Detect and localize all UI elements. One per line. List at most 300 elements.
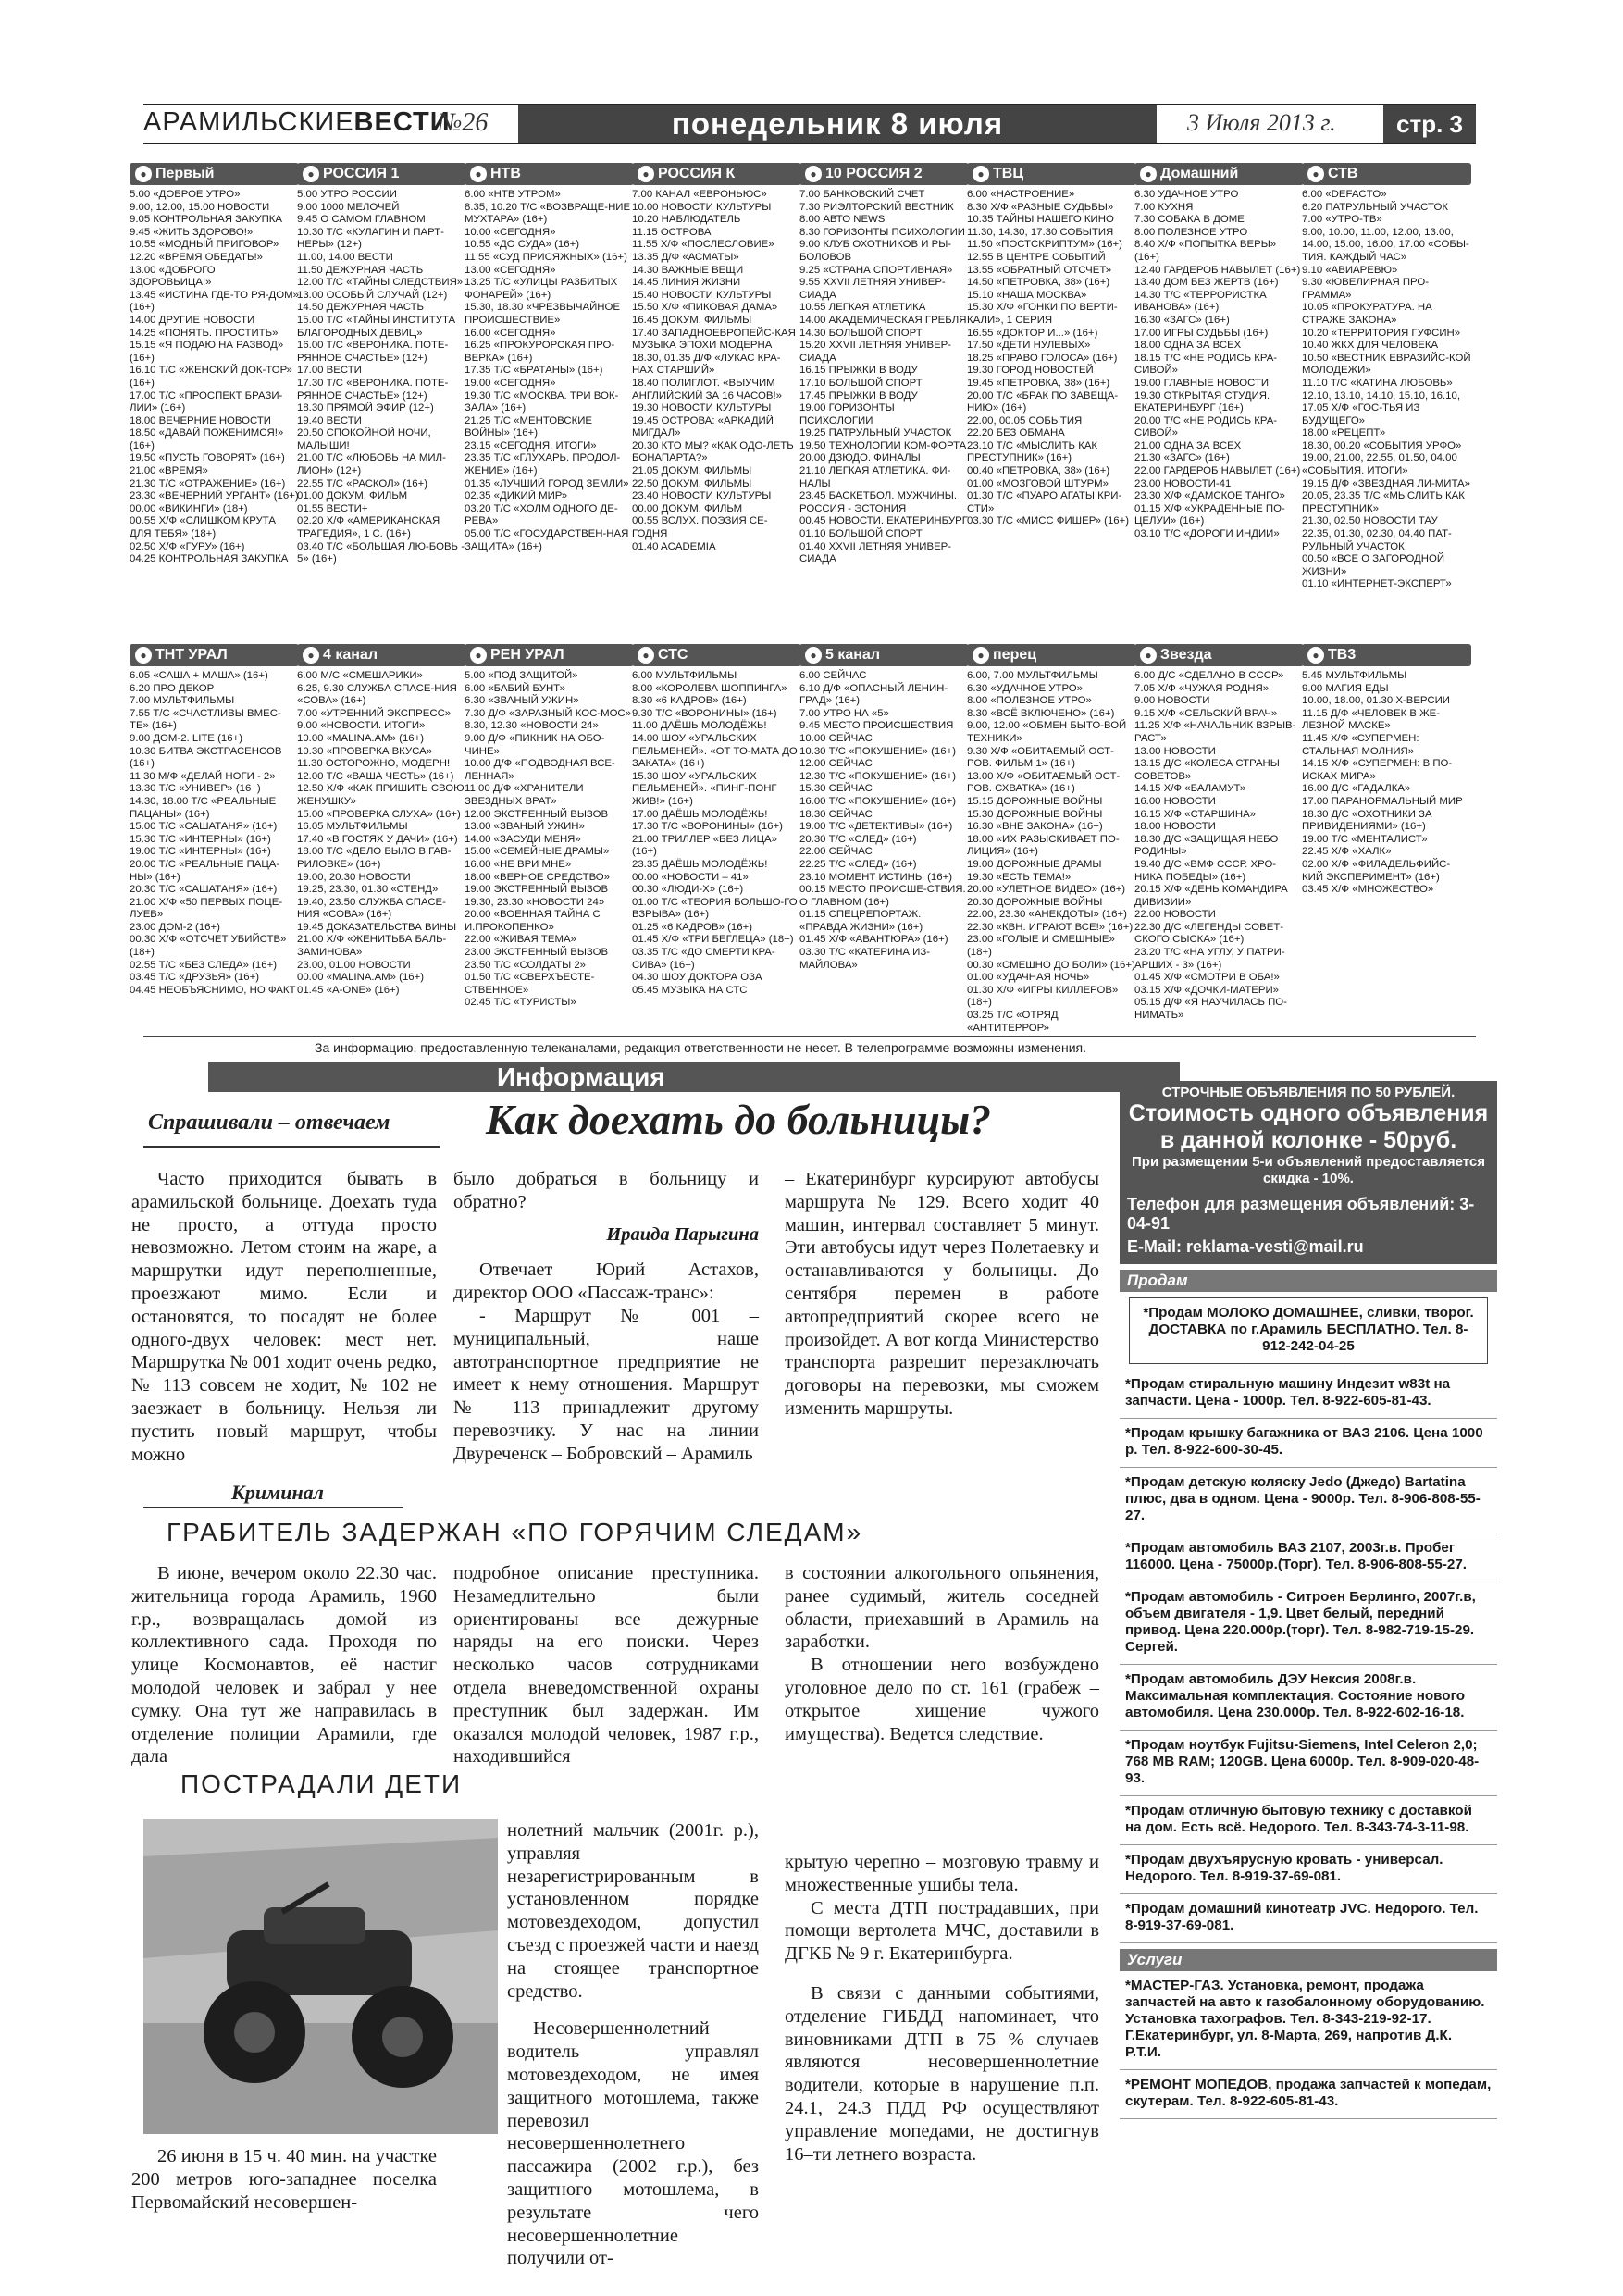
program-entry: 19.00 Т/С «ДЕТЕКТИВЫ» (16+)	[799, 821, 953, 833]
channel-logo-icon: ●	[638, 166, 654, 182]
program-entry: 18.30, 01.35 Д/Ф «ЛУКАС КРА-НАХ СТАРШИЙ»	[632, 352, 781, 377]
program-entry: 7.55 Т/С «СЧАСТЛИВЫ ВМЕС-ТЕ» (16+)	[130, 707, 281, 732]
program-entry: 12.55 В ЦЕНТРЕ СОБЫТИЙ	[967, 251, 1106, 263]
program-entry: 8.40 Х/Ф «ПОПЫТКА ВЕРЫ» (16+)	[1134, 239, 1277, 263]
program-entry: 15.30 Х/Ф «ГОНКИ ПО ВЕРТИ-КАЛИ», 1 СЕРИЯ	[967, 302, 1118, 326]
program-entry: 14.45 ЛИНИЯ ЖИЗНИ	[632, 277, 741, 289]
program-entry: 11.10 Т/С «КАТИНА ЛЮБОВЬ»	[1302, 377, 1453, 389]
program-entry: 23.40 НОВОСТИ КУЛЬТУРЫ	[632, 490, 772, 503]
program-entry: 7.00 «УТРЕННИЙ ЭКСПРЕСС»	[297, 707, 452, 719]
channel-logo-icon: ●	[135, 166, 152, 182]
program-entry: 18.00 НОВОСТИ	[1134, 821, 1216, 833]
program-entry: 17.50 «ДЕТИ НУЛЕВЫХ»	[967, 340, 1091, 352]
program-entry: 22.30 «КВН. ИГРАЮТ ВСЕ!» (16+)	[967, 921, 1134, 933]
program-entry: 22.00 «ЖИВАЯ ТЕМА»	[465, 934, 576, 946]
article-paragraph: Отвечает Юрий Астахов, директор ООО «Пассаж-транс»:	[453, 1260, 759, 1304]
ad-item: *Продам автомобиль - Ситроен Берлинго, 2007г.в, объем двигателя - 1,9. Цвет белый, передний привод. Цена 220.000р.(торг). Тел. 8-982-719-15-29. Сергей.	[1120, 1582, 1497, 1665]
program-entry: 19.25 ПАТРУЛЬНЫЙ УЧАСТОК	[799, 428, 952, 440]
channel-logo	[632, 163, 801, 185]
program-entry: 21.00 ОДНА ЗА ВСЕХ	[1134, 440, 1242, 452]
classifieds-column	[1120, 1081, 1497, 2238]
program-entry: 05.45 МУЗЫКА НА СТС	[632, 984, 748, 996]
tv-channel-column	[799, 644, 969, 1033]
program-entry: 23.00 ДОМ-2 (16+)	[130, 921, 220, 933]
program-entry: 22.00 ГАРДЕРОБ НАВЫЛЕТ (16+)	[1134, 465, 1301, 478]
program-entry: 02.20 Х/Ф «АМЕРИКАНСКАЯ ТРАГЕДИЯ», 1 С. (16+)	[297, 515, 440, 540]
channel-logo-icon: ●	[805, 166, 822, 182]
program-entry: 10.20 НАБЛЮДАТЕЛЬ	[632, 214, 741, 226]
tv-channel-column	[1134, 644, 1304, 1033]
program-entry: 02.00 Х/Ф «ФИЛАДЕЛЬФИЙС-КИЙ ЭКСПЕРИМЕНТ» (16+)	[1302, 858, 1451, 883]
tv-channel-column	[967, 644, 1136, 1033]
program-entry: 17.00 ВЕСТИ	[297, 365, 362, 377]
program-entry: 01.45 Х/Ф «СМОТРИ В ОБА!»	[1134, 972, 1280, 984]
program-entry: 8.00 «ПОЛЕЗНОЕ УТРО»	[967, 695, 1092, 707]
program-entry: 6.00 Д/С «СДЕЛАНО В СССР»	[1134, 670, 1284, 681]
program-entry: 10.30 Т/С «КУЛАГИН И ПАРТ-НЕРЫ» (12+)	[297, 226, 444, 251]
program-entry: 00.40 «ПЕТРОВКА, 38» (16+)	[967, 465, 1110, 478]
program-entry: 15.50 Х/Ф «ПИКОВАЯ ДАМА»	[632, 302, 778, 314]
program-entry: 9.30 Х/Ф «ОБИТАЕМЫЙ ОСТ-РОВ. ФИЛЬМ 1» (16+)	[967, 745, 1114, 770]
program-entry: 9.00 1000 МЕЛОЧЕЙ	[297, 201, 400, 213]
program-entry: 23.00 «ГОЛЫЕ И СМЕШНЫЕ» (18+)	[967, 934, 1115, 959]
program-entry: 14.30 ВАЖНЫЕ ВЕЩИ	[632, 264, 744, 276]
program-entry: 17.40 ЗАПАДНОЕВРОПЕЙС-КАЯ МУЗЫКА ЭПОХИ МОДЕРНА	[632, 327, 796, 352]
channel-logo	[632, 644, 801, 666]
channel-logo-icon: ●	[638, 647, 654, 664]
program-entry: 23.30 Х/Ф «ДАМСКОЕ ТАНГО»	[1134, 490, 1285, 503]
program-entry: 11.30, 14.30, 17.30 СОБЫТИЯ	[967, 226, 1114, 238]
title-robber: ГРАБИТЕЛЬ ЗАДЕРЖАН «ПО ГОРЯЧИМ СЛЕДАМ»	[167, 1518, 863, 1546]
masthead-part-b: ВЕСТИ	[353, 107, 451, 137]
program-entry: 18.15 Т/С «НЕ РОДИСЬ КРА-СИВОЙ»	[1134, 352, 1278, 377]
program-entry: 01.10 БОЛЬШОЙ СПОРТ	[799, 528, 923, 540]
program-entry: 16.15 ПРЫЖКИ В ВОДУ	[799, 365, 918, 377]
program-entry: 19.30 ГОРОД НОВОСТЕЙ	[967, 365, 1094, 377]
article-paragraph: подробное описание преступника. Незамедлительно были ориентированы все дежурные наряды на его поиски. Через несколько часов сотрудниками отдела вневедомственной охраны преступник был задержан. Им оказался молодой человек, 1987 г.р., находившийся	[453, 1563, 759, 1768]
program-entry: 20.50 СПОКОЙНОЙ НОЧИ, МАЛЫШИ!	[297, 428, 431, 452]
program-entry: 8.00 «КОРОЛЕВА ШОППИНГА»	[632, 682, 787, 694]
tv-divider	[143, 1036, 1476, 1037]
program-entry: 17.40 «В ГОСТЯХ У ДАЧИ» (16+)	[297, 833, 458, 845]
article-paragraph: - Маршрут № 001 – муниципальный, наше автотранспортное предприятие не имеет к нему отношения. Маршрут № 113 принадлежит другому перевозчику. У нас на линии Двуреченск – Бобровский – Арамиль	[453, 1305, 759, 1464]
program-entry: 22.25 Т/С «СЛЕД» (16+)	[799, 858, 917, 870]
tv-channel-column	[1302, 163, 1471, 648]
tv-channel-column	[632, 644, 801, 1033]
program-entry: 7.00 БАНКОВСКИЙ СЧЕТ	[799, 189, 925, 200]
program-entry: 23.10 Т/С «МЫСЛИТЬ КАК ПРЕСТУПНИК» (16+)	[967, 440, 1098, 465]
program-entry: 10.00 «MALINA.AM» (16+)	[297, 732, 425, 744]
program-entry: 04.45 НЕОБЪЯСНИМО, НО ФАКТ	[130, 984, 296, 996]
program-entry: 8.30 «ВСЁ ВКЛЮЧЕНО» (16+)	[967, 707, 1115, 719]
program-entry: 23.35 Т/С «ГЛУХАРЬ. ПРОДОЛ-ЖЕНИЕ» (16+)	[465, 453, 621, 478]
program-entry: 20.30 Т/С «САШАТАНЯ» (16+)	[130, 884, 278, 896]
program-list	[1302, 670, 1471, 897]
program-entry: 18.00 «ИХ РАЗЫСКИВАЕТ ПО-ЛИЦИЯ» (16+)	[967, 833, 1120, 858]
program-entry: 9.00 Д/Ф «ПИКНИК НА ОБО-ЧИНЕ»	[465, 732, 605, 757]
program-entry: 16.00 НОВОСТИ	[1134, 795, 1216, 807]
program-entry: 05.15 Д/Ф «Я НАУЧИЛАСЬ ПО-НИМАТЬ»	[1134, 997, 1287, 1022]
program-entry: 22.45 Х/Ф «ХАЛК»	[1302, 846, 1392, 858]
program-entry: 00.15 МЕСТО ПРОИСШЕ-СТВИЯ. О ГЛАВНОМ (16+)	[799, 884, 966, 908]
program-entry: 22.00 СЕЙЧАС	[799, 846, 873, 858]
channel-name: РОССИЯ К	[658, 166, 736, 181]
program-entry: 22.50 ДОКУМ. ФИЛЬМЫ	[632, 478, 752, 490]
program-entry: 04.25 КОНТРОЛЬНАЯ ЗАКУПКА	[130, 553, 289, 565]
program-entry: 14.30, 18.00 Т/С «РЕАЛЬНЫЕ ПАЦАНЫ» (16+)	[130, 795, 277, 820]
program-entry: 8.00 АВТО NEWS	[799, 214, 886, 226]
photo-atv	[143, 1819, 498, 2134]
program-entry: 6.30 «ЗВАНЫЙ УЖИН»	[465, 695, 579, 707]
ad-item: *Продам домашний кинотеатр JVC. Недорого. Тел. 8-919-37-69-081.	[1120, 1894, 1497, 1943]
program-entry: 13.35 Д/Ф «АСМАТЫ»	[632, 251, 739, 263]
program-entry: 13.00 ОСОБЫЙ СЛУЧАЙ (12+)	[297, 289, 448, 301]
program-entry: 7.00 КУХНЯ	[1134, 201, 1194, 213]
program-entry: 22.00, 00.05 СОБЫТИЯ	[967, 415, 1083, 427]
program-entry: 15.30 Т/С «ИНТЕРНЫ» (16+)	[130, 833, 271, 845]
channel-name: Домашний	[1160, 166, 1239, 181]
program-entry: 16.00 Д/С «ГАДАЛКА»	[1302, 783, 1411, 795]
program-entry: 01.40 ХХVII ЛЕТНЯЯ УНИВЕР-СИАДА	[799, 540, 952, 565]
channel-name: ТНТ УРАЛ	[155, 647, 228, 663]
program-entry: 15.20 ХХVII ЛЕТНЯЯ УНИВЕР-СИАДА	[799, 340, 952, 364]
ad-service: *РЕМОНТ МОПЕДОВ, продажа запчастей к мопедам, скутерам. Тел. 8-922-605-81-43.	[1120, 2070, 1497, 2119]
program-entry: 13.45 «ИСТИНА ГДЕ-ТО РЯ-ДОМ» (16+)	[130, 289, 299, 314]
program-entry: 22.30 Д/С «ЛЕГЕНДЫ СОВЕТ-СКОГО СЫСКА» (16+)	[1134, 921, 1284, 946]
program-entry: 16.25 «ПРОКУРОРСКАЯ ПРО-ВЕРКА» (16+)	[465, 340, 615, 364]
tv-channel-column	[967, 163, 1136, 648]
program-entry: 23.50 Т/С «СОЛДАТЫ 2»	[465, 959, 586, 971]
ad-item: *Продам автомобиль ДЭУ Нексия 2008г.в. Максимальная комплектация. Состояние нового автомобиля. Цена 230.000р. Тел. 8-922-602-16-18.	[1120, 1665, 1497, 1731]
program-entry: 6.00, 7.00 МУЛЬТФИЛЬМЫ	[967, 670, 1098, 681]
channel-name: РЕН УРАЛ	[490, 647, 564, 663]
program-entry: 01.35 «ЛУЧШИЙ ГОРОД ЗЕМЛИ»	[465, 478, 629, 490]
program-entry: 15.00 «ПРОВЕРКА СЛУХА» (16+)	[297, 808, 461, 820]
article-col-2	[453, 1168, 759, 1466]
article-paragraph: крытую черепно – мозговую травму и множественные ушибы тела.	[785, 1852, 1099, 1895]
program-entry: 16.10 Т/С «ЖЕНСКИЙ ДОК-ТОР» (16+)	[130, 365, 292, 389]
program-entry: 03.30 Т/С «КАТЕРИНА ИЗ-МАЙЛОВА»	[799, 947, 931, 971]
program-entry: 01.40 ACADEMIA	[632, 540, 716, 552]
channel-logo-icon: ●	[973, 166, 989, 182]
program-entry: 15.00 Т/С «САШАТАНЯ» (16+)	[130, 821, 278, 833]
day-banner: понедельник 8 июля	[518, 105, 1157, 143]
program-entry: 10.35 ТАЙНЫ НАШЕГО КИНО	[967, 214, 1114, 226]
program-entry: 01.45 Х/Ф «ТРИ БЕГЛЕЦА» (18+)	[632, 934, 794, 946]
program-entry: 15.00 Т/С «ТАЙНЫ ИНСТИТУТА БЛАГОРОДНЫХ ДЕВИЦ»	[297, 314, 456, 339]
masthead-part-a: АРАМИЛЬСКИЕ	[143, 107, 354, 137]
atv-photo-illustration	[143, 1819, 498, 2134]
ads-category-services: Услуги	[1120, 1949, 1497, 1971]
program-entry: 20.00 ДЗЮДО. ФИНАЛЫ	[799, 453, 921, 465]
program-entry: 6.10 Д/Ф «ОПАСНЫЙ ЛЕНИН-ГРАД» (16+)	[799, 682, 948, 707]
program-entry: 8.00 ПОЛЕЗНОЕ УТРО	[1134, 226, 1248, 238]
program-entry: 03.45 Х/Ф «МНОЖЕСТВО»	[1302, 884, 1434, 896]
program-entry: 14.50 ДЕЖУРНАЯ ЧАСТЬ	[297, 302, 425, 314]
program-entry: 10.00 СЕЙЧАС	[799, 732, 873, 744]
program-entry: 7.00 «УТРО-ТВ»	[1302, 214, 1382, 226]
program-list	[632, 670, 801, 997]
program-entry: 18.00 «РЕЦЕПТ»	[1302, 428, 1386, 440]
page-header	[143, 104, 1476, 144]
ads-email: E-Mail: reklama-vesti@mail.ru	[1127, 1237, 1364, 1256]
program-entry: 8.35, 10.20 Т/С «ВОЗВРАЩЕ-НИЕ МУХТАРА» (16+)	[465, 201, 631, 226]
program-entry: 18.25 «ПРАВО ГОЛОСА» (16+)	[967, 352, 1118, 364]
tv-channel-column	[632, 163, 801, 648]
program-entry: 20.00 Т/С «БРАК ПО ЗАВЕЩА-НИЮ» (16+)	[967, 390, 1119, 415]
program-entry: 9.00, 12.00 «ОБМЕН БЫТО-ВОЙ ТЕХНИКИ»	[967, 720, 1127, 744]
article-paragraph: нолетний мальчик (2001г. р.), управляя незарегистрированным в установленном порядке мотовездеходом, допустил съезд с проезжей части и наезд на стоящее транспортное средство.	[507, 1820, 759, 2002]
program-entry: 18.30 Д/С «ОХОТНИКИ ЗА ПРИВИДЕНИЯМИ» (16+)	[1302, 808, 1432, 833]
program-entry: 01.00 Т/С «ТЕОРИЯ БОЛЬШО-ГО ВЗРЫВА» (16+)	[632, 896, 798, 921]
program-entry: 16.55 «ДОКТОР И...» (16+)	[967, 327, 1098, 339]
program-entry: 7.30 РИЭЛТОРСКИЙ ВЕСТНИК	[799, 201, 954, 213]
program-entry: 16.00 «СЕГОДНЯ»	[465, 327, 556, 339]
ad-item: *Продам двухъярусную кровать - универсал. Недорого. Тел. 8-919-37-69-081.	[1120, 1845, 1497, 1894]
program-entry: 13.00 «ДОБРОГО ЗДОРОВЬИЦА!»	[130, 264, 216, 289]
program-entry: 00.55 ВСЛУХ. ПОЭЗИЯ СЕ-ГОДНЯ	[632, 515, 768, 540]
article-paragraph: Часто приходится бывать в арамильской больнице. Доехать туда не просто, а оттуда просто невозможно. Летом стоим на жаре, а маршрутки идут переполненные, проезжают мимо. Если и остановятся, то посадят не более одного-двух человек: мест нет. Маршрутка № 001 ходит очень редко, № 113 совсем не ходит, № 102 не заезжает в больницу. Нельзя ли пустить новый маршрут, чтобы можно	[131, 1169, 437, 1465]
ad-item: *Продам детскую коляску Jedo (Джедо) Bartatina плюс, два в одном. Цена - 9000р. Тел. 8-906-808-55-27.	[1120, 1468, 1497, 1533]
program-entry: 18.30, 00.20 «СОБЫТИЯ УРФО»	[1302, 440, 1462, 452]
program-entry: 15.00 «СЕМЕЙНЫЕ ДРАМЫ»	[465, 846, 610, 858]
program-entry: 03.35 Т/С «ДО СМЕРТИ КРА-СИВА» (16+)	[632, 947, 775, 971]
program-entry: 03.10 Т/С «ДОРОГИ ИНДИИ»	[1134, 528, 1280, 540]
program-entry: 19.00 ДОРОЖНЫЕ ДРАМЫ	[967, 858, 1102, 870]
program-list	[465, 189, 634, 553]
program-list	[799, 189, 969, 566]
ad-item: *Продам автомобиль ВАЗ 2107, 2003г.в. Пробег 116000. Цена - 75000р.(Торг). Тел. 8-906-808-55-27.	[1120, 1533, 1497, 1582]
program-entry: 18.30 СЕЙЧАС	[799, 808, 873, 820]
program-entry: 10.00 НОВОСТИ КУЛЬТУРЫ	[632, 201, 772, 213]
program-entry: 14.30 Т/С «ТЕРРОРИСТКА ИВАНОВА» (16+)	[1134, 289, 1267, 314]
section-bar-information	[208, 1062, 1180, 1092]
program-entry: 02.50 Х/Ф «ГУРУ» (16+)	[130, 540, 245, 552]
program-entry: 13.15 Д/С «КОЛЕСА СТРАНЫ СОВЕТОВ»	[1134, 758, 1280, 782]
ad-milk: *Продам МОЛОКО ДОМАШНЕЕ, сливки, творог. ДОСТАВКА по г.Арамиль БЕСПЛАТНО. Тел. 8-912-242-04-25	[1129, 1297, 1488, 1364]
program-entry: 6.00 «НТВ УТРОМ»	[465, 189, 561, 200]
program-entry: 20.00 «УЛЕТНОЕ ВИДЕО» (16+)	[967, 884, 1126, 896]
program-list	[967, 670, 1136, 1033]
program-list	[799, 670, 969, 972]
program-entry: 6.25, 9.30 СЛУЖБА СПАСЕ-НИЯ «СОВА» (16+)	[297, 682, 457, 707]
program-entry: 12.10, 13.10, 14.10, 15.10, 16.10, 17.05 Х/Ф «ГОС-ТЬЯ ИЗ БУДУЩЕГО»	[1302, 390, 1461, 427]
program-entry: 21.25 Т/С «МЕНТОВСКИЕ ВОЙНЫ» (16+)	[465, 415, 592, 440]
program-entry: 22.00 НОВОСТИ	[1134, 909, 1216, 921]
program-entry: 20.15 Х/Ф «ДЕНЬ КОМАНДИРА ДИВИЗИИ»	[1134, 884, 1288, 908]
kicker-qa: Спрашивали – отвечаем	[148, 1111, 390, 1135]
program-entry: 19.30 Т/С «МОСКВА. ТРИ ВОК-ЗАЛА» (16+)	[465, 390, 619, 415]
channel-name: перец	[993, 647, 1037, 663]
program-entry: 11.55 Х/Ф «ПОСЛЕСЛОВИЕ»	[632, 239, 774, 251]
channel-logo-icon: ●	[135, 647, 152, 664]
program-entry: 10.40 ЖКХ ДЛЯ ЧЕЛОВЕКА	[1302, 340, 1439, 352]
program-entry: 17.00 ПАРАНОРМАЛЬНЫЙ МИР	[1302, 795, 1463, 807]
program-entry: 19.25, 23.30, 01.30 «СТЕНД»	[297, 884, 439, 896]
article-paragraph: в состоянии алкогольного опьянения, ранее судимый, житель соседней области, приехавший в Арамиль на заработки.	[785, 1563, 1099, 1653]
program-entry: 00.00 «MALINA.AM» (16+)	[297, 972, 425, 984]
kids-col-1	[131, 2145, 437, 2214]
program-entry: 9.00, 10.00, 11.00, 12.00, 13.00, 14.00, 15.00, 16.00, 17.00 «СОБЫ-ТИЯ. КАЖДЫЙ ЧАС»	[1302, 226, 1469, 263]
ad-item: *Продам крышку багажника от ВАЗ 2106. Цена 1000 р. Тел. 8-922-600-30-45.	[1120, 1419, 1497, 1468]
program-entry: 9.00, 12.00, 15.00 НОВОСТИ	[130, 201, 270, 213]
program-entry: 9.15 Х/Ф «СЕЛЬСКИЙ ВРАЧ»	[1134, 707, 1278, 719]
program-entry: 15.15 ДОРОЖНЫЕ ВОЙНЫ	[967, 795, 1103, 807]
program-entry: 9.45 «ЖИТЬ ЗДОРОВО!»	[130, 226, 254, 238]
program-entry: 11.30 ОСТОРОЖНО, МОДЕРН!	[297, 758, 451, 770]
program-entry: 01.25 «6 КАДРОВ» (16+)	[632, 921, 753, 933]
program-list	[297, 189, 466, 566]
channel-logo	[1302, 644, 1471, 666]
tv-channel-column	[130, 644, 299, 1033]
program-entry: 6.20 ПРО ДЕКОР	[130, 682, 215, 694]
program-entry: 01.10 «ИНТЕРНЕТ-ЭКСПЕРТ»	[1302, 578, 1452, 590]
program-entry: 23.00 ЭКСТРЕННЫЙ ВЫЗОВ	[465, 947, 609, 959]
channel-logo-icon: ●	[1307, 647, 1324, 664]
program-entry: 19.45 «ПЕТРОВКА, 38» (16+)	[967, 377, 1110, 389]
program-list	[632, 189, 801, 553]
program-entry: 01.30 Х/Ф «ИГРЫ КИЛЛЕРОВ» (18+)	[967, 984, 1119, 1009]
program-entry: 13.40 ДОМ БЕЗ ЖЕРТВ (16+)	[1134, 277, 1279, 289]
program-entry: 8.30 «6 КАДРОВ» (16+)	[632, 695, 747, 707]
program-entry: 17.35 Т/С «БРАТАНЫ» (16+)	[465, 365, 603, 377]
program-entry: 10.20 «ТЕРРИТОРИЯ ГУФСИН»	[1302, 327, 1461, 339]
channel-logo-icon: ●	[303, 166, 319, 182]
program-entry: 17.30 Т/С «ВЕРОНИКА. ПОТЕ-РЯННОЕ СЧАСТЬЕ» (12+)	[297, 377, 449, 402]
program-entry: 5.00 «ПОД ЗАЩИТОЙ»	[465, 670, 578, 681]
program-entry: 19.00 ГЛАВНЫЕ НОВОСТИ	[1134, 377, 1270, 389]
program-entry: 13.55 «ОБРАТНЫЙ ОТСЧЕТ»	[967, 264, 1112, 276]
program-entry: 19.30 ОТКРЫТАЯ СТУДИЯ. ЕКАТЕРИНБУРГ (16+)	[1134, 390, 1270, 415]
program-entry: 5.00 УТРО РОССИИ	[297, 189, 397, 200]
program-entry: 20.30 ДОРОЖНЫЕ ВОЙНЫ	[967, 896, 1103, 908]
program-entry: 10.55 «МОДНЫЙ ПРИГОВОР»	[130, 239, 279, 251]
program-entry: 00.00 «НОВОСТИ – 41»	[632, 871, 749, 883]
channel-logo-icon: ●	[1140, 166, 1157, 182]
program-entry: 19.00 Т/С «МЕНТАЛИСТ»	[1302, 833, 1428, 845]
program-entry: 10.30 «ПРОВЕРКА ВКУСА»	[297, 745, 433, 757]
ads-services-list	[1120, 1971, 1497, 2119]
ad-item: *Продам стиральную машину Индезит w83t на запчасти. Цена - 1000р. Тел. 8-922-605-81-43.	[1120, 1370, 1497, 1419]
program-entry: 15.30 СЕЙЧАС	[799, 783, 873, 795]
program-entry: 12.50 Х/Ф «КАК ПРИШИТЬ СВОЮ ЖЕНУШКУ»	[297, 783, 465, 807]
program-entry: 21.30, 02.50 НОВОСТИ ТАУ	[1302, 515, 1438, 527]
program-list	[297, 670, 466, 997]
program-entry: 11.50 ДЕЖУРНАЯ ЧАСТЬ	[297, 264, 424, 276]
program-entry: 14.50 «ПЕТРОВКА, 38» (16+)	[967, 277, 1110, 289]
program-entry: 14.30 БОЛЬШОЙ СПОРТ	[799, 327, 923, 339]
article-paragraph: В июне, вечером около 22.30 час. жительница города Арамиль, 1960 г.р., возвращалась домой из коллективного сада. Проходя по улице Космонавтов, её настиг молодой человек и забрал у нее сумку. Она тут же направилась в отделение полиции Арамили, где дала	[131, 1563, 437, 1768]
program-entry: 11.00 ДАЁШЬ МОЛОДЁЖЬ!	[632, 720, 767, 732]
kicker-underline	[143, 1507, 403, 1508]
program-entry: 13.00 Х/Ф «ОБИТАЕМЫЙ ОСТ-РОВ. СХВАТКА» (16+)	[967, 770, 1121, 795]
program-entry: 14.00 ШОУ «УРАЛЬСКИХ ПЕЛЬМЕНЕЙ». «ОТ ТО-МАТА ДО ЗАКАТА» (16+)	[632, 732, 798, 770]
article-paragraph: – Екатеринбург курсируют автобусы маршрута № 129. Всего ходит 40 машин, интервал составляет 5 минут. Эти автобусы идут через Полетаевку и останавливаются у больницы. До сентября перемен в работе автопредприятий скорее всего не произойдет. А вот когда Министерство транспорта разрешит перезаключать договоры на перевозки, мы сможем изменить маршруты.	[785, 1169, 1099, 1419]
article-paragraph: Несовершеннолетний водитель управлял мотовездеходом, не имея защитного мотошлема, также перевозил несовершеннолетнего пассажира (2002 г.р.), без защитного мотошлема, в результате чего несовершеннолетние получили от-	[507, 2018, 759, 2269]
channel-logo-icon: ●	[303, 647, 319, 664]
channel-logo	[297, 644, 466, 666]
channel-name: НТВ	[490, 166, 521, 181]
channel-logo	[967, 163, 1136, 185]
article-paragraph: было добраться в больницу и обратно?	[453, 1169, 759, 1212]
classifieds-header	[1120, 1081, 1497, 1264]
program-entry: 10.50 «ВЕСТНИК ЕВРАЗИЙС-КОЙ МОЛОДЕЖИ»	[1302, 352, 1471, 377]
program-entry: 5.45 МУЛЬТФИЛЬМЫ	[1302, 670, 1407, 681]
program-entry: 01.45 «А-ONE» (16+)	[297, 984, 400, 996]
crime-col-1	[131, 1562, 437, 1769]
tv-channel-column	[1134, 163, 1304, 648]
masthead	[143, 107, 451, 138]
program-entry: 11.30 М/Ф «ДЕЛАЙ НОГИ - 2»	[130, 770, 276, 782]
program-entry: 7.30 СОБАКА В ДОМЕ	[1134, 214, 1245, 226]
crime-col-2	[453, 1562, 759, 1769]
program-entry: 19.00, 20.30 НОВОСТИ	[297, 871, 411, 883]
program-entry: 6.00 «DEFACTO»	[1302, 189, 1387, 200]
program-entry: 16.30 «ВНЕ ЗАКОНА» (16+)	[967, 821, 1103, 833]
program-entry: 6.20 ПАТРУЛЬНЫЙ УЧАСТОК	[1302, 201, 1448, 213]
title-children-injured: ПОСТРАДАЛИ ДЕТИ	[180, 1769, 463, 1798]
program-entry: 16.00 Т/С «ВЕРОНИКА. ПОТЕ-РЯННОЕ СЧАСТЬЕ» (12+)	[297, 340, 449, 364]
program-list	[1302, 189, 1471, 591]
program-entry: 12.40 ГАРДЕРОБ НАВЫЛЕТ (16+)	[1134, 264, 1301, 276]
ads-list	[1120, 1370, 1497, 1943]
program-entry: 21.00 ТРИЛЛЕР «БЕЗ ЛИЦА» (16+)	[632, 833, 777, 858]
program-entry: 11.45 Х/Ф «СУПЕРМЕН: СТАЛЬНАЯ МОЛНИЯ»	[1302, 732, 1419, 757]
program-entry: 14.15 Х/Ф «СУПЕРМЕН: В ПО-ИСКАХ МИРА»	[1302, 758, 1453, 782]
tv-disclaimer: За информацию, предоставленную телеканалами, редакция ответственности не несет. В телепрограмме возможны изменения.	[315, 1040, 1086, 1055]
program-entry: 18.50 «ДАВАЙ ПОЖЕНИМСЯ!» (16+)	[130, 428, 284, 452]
program-entry: 11.25 Х/Ф «НАЧАЛЬНИК ВЗРЫВ-РАСТ»	[1134, 720, 1296, 744]
article-paragraph: С места ДТП пострадавших, при помощи вертолета МЧС, доставили в ДГКБ № 9 г. Екатеринбурга.	[785, 1897, 1099, 1965]
program-entry: 11.00, 14.00 ВЕСТИ	[297, 251, 393, 263]
program-entry: 9.00 ДОМ-2. LITE (16+)	[130, 732, 242, 744]
program-entry: 9.10 «АВИАРЕВЮ»	[1302, 264, 1398, 276]
program-list	[1134, 670, 1304, 1023]
program-entry: 18.00 Т/С «ДЕЛО БЫЛО В ГАВ-РИЛОВКЕ» (16+)	[297, 846, 452, 870]
program-entry: 7.00 УТРО НА «5»	[799, 707, 889, 719]
channel-logo	[799, 644, 969, 666]
issue-number: №26	[438, 108, 489, 137]
program-entry: 14.00 ДРУГИЕ НОВОСТИ	[130, 314, 255, 326]
program-entry: 17.00 Т/С «ПРОСПЕКТ БРАЗИ-ЛИИ» (16+)	[130, 390, 283, 415]
ads-phone: Телефон для размещения объявлений: 3-04-91	[1127, 1195, 1475, 1233]
program-entry: 21.00 Х/Ф «50 ПЕРВЫХ ПОЦЕ-ЛУЕВ»	[130, 896, 283, 921]
program-entry: 19.00 «СЕГОДНЯ»	[465, 377, 556, 389]
channel-name: Звезда	[1160, 647, 1212, 663]
program-entry: 23.45 БАСКЕТБОЛ. МУЖЧИНЫ. РОССИЯ - ЭСТОНИЯ	[799, 490, 958, 515]
program-entry: 20.00 Т/С «РЕАЛЬНЫЕ ПАЦА-НЫ» (16+)	[130, 858, 280, 883]
channel-name: Первый	[155, 166, 215, 181]
program-entry: 02.45 Т/С «ТУРИСТЫ»	[465, 997, 576, 1009]
program-entry: 17.10 БОЛЬШОЙ СПОРТ	[799, 377, 923, 389]
program-entry: 11.15 ОСТРОВА	[632, 226, 712, 238]
program-entry: 18.00 ВЕЧЕРНИЕ НОВОСТИ	[130, 415, 271, 427]
program-entry: 19.50 ТЕХНОЛОГИИ КОМ-ФОРТА	[799, 440, 967, 452]
program-entry: 22.35, 01.30, 02.30, 04.40 ПАТ-РУЛЬНЫЙ УЧАСТОК	[1302, 528, 1452, 552]
kicker-underline	[143, 1146, 440, 1148]
program-entry: 03.20 Т/С «ХОЛМ ОДНОГО ДЕ-РЕВА»	[465, 503, 618, 527]
program-entry: 20.00 Т/С «НЕ РОДИСЬ КРА-СИВОЙ»	[1134, 415, 1278, 440]
program-entry: 01.00 «МОЗГОВОЙ ШТУРМ»	[967, 478, 1109, 490]
ads-cost-line: Стоимость одного объявления в данной колонке - 50руб.	[1128, 1100, 1489, 1153]
ads-discount-line: При размещении 5-и объявлений предоставляется скидка - 10%.	[1132, 1154, 1485, 1186]
program-entry: 21.10 ЛЕГКАЯ АТЛЕТИКА. ФИ-НАЛЫ	[799, 465, 951, 490]
page-number: стр. 3	[1383, 105, 1476, 143]
program-entry: 02.35 «ДИКИЙ МИР»	[465, 490, 568, 503]
program-entry: 12.00 ЭКСТРЕННЫЙ ВЫЗОВ	[465, 808, 609, 820]
program-entry: 13.00 НОВОСТИ	[1134, 745, 1216, 757]
channel-logo	[967, 644, 1136, 666]
